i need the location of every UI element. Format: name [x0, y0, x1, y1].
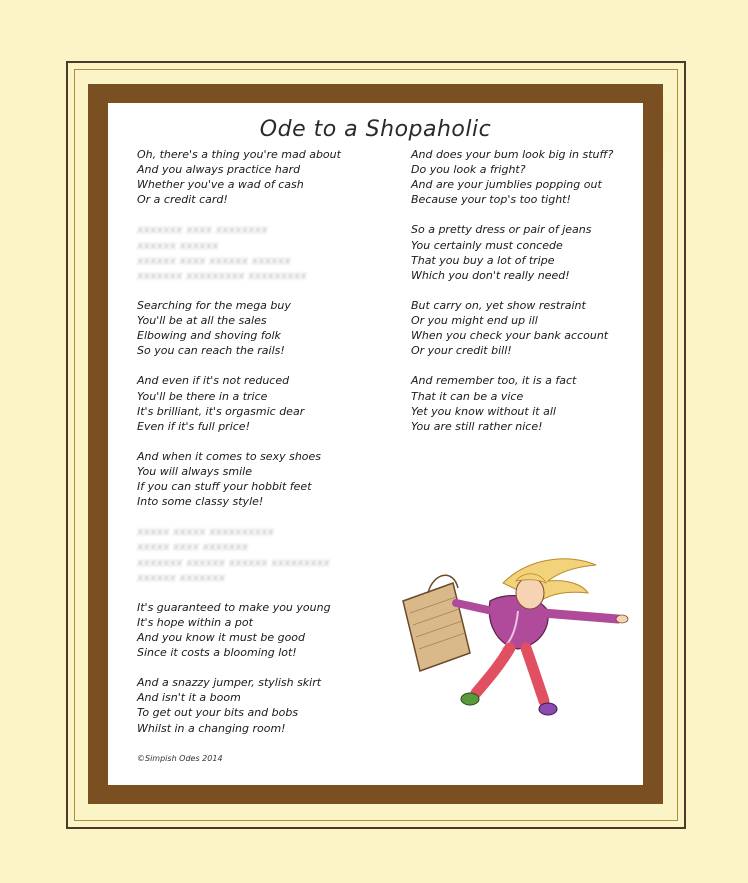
poem-line: When you check your bank account: [411, 329, 609, 343]
poem-line: xxxxx xxxx xxxxxxx: [137, 540, 249, 554]
poem-line: xxxxx xxxxx xxxxxxxxxx: [137, 525, 275, 539]
poem-line: So you can reach the rails!: [137, 344, 285, 358]
poem-paper: [108, 103, 643, 785]
poem-line: Which you don't really need!: [411, 268, 570, 282]
poem-line: xxxxxx xxxxxx: [137, 238, 219, 252]
poem-line: Searching for the mega buy: [137, 298, 291, 312]
blurred-stanza: [137, 524, 377, 584]
poem-line: Since it costs a blooming lot!: [137, 646, 297, 660]
poem-line: That it can be a vice: [411, 389, 524, 403]
poem-line: xxxxxx xxxxxxx: [137, 570, 226, 584]
poem-stanza: [411, 222, 636, 282]
poem-stanza: [137, 373, 377, 433]
poem-line: That you buy a lot of tripe: [411, 253, 555, 267]
poem-line: It's guaranteed to make you young: [137, 600, 331, 614]
poem-line: And remember too, it is a fact: [411, 374, 577, 388]
poem-line: And are your jumblies popping out: [411, 178, 602, 192]
poem-line: And you always practice hard: [137, 163, 301, 177]
poem-line: And even if it's not reduced: [137, 374, 290, 388]
poem-stanza: [137, 298, 377, 358]
poem-line: And a snazzy jumper, stylish skirt: [137, 676, 322, 690]
poem-line: You certainly must concede: [411, 238, 563, 252]
poem-line: And does your bum look big in stuff?: [411, 148, 614, 161]
poem-line: Or you might end up ill: [411, 314, 538, 328]
shopaholic-illustration: [398, 553, 633, 723]
poem-line: Yet you know without it all: [411, 404, 556, 418]
poem-line: Elbowing and shoving folk: [137, 329, 281, 343]
poem-line: And when it comes to sexy shoes: [137, 449, 322, 463]
poem-line: Whilst in a changing room!: [137, 721, 286, 735]
poem-line: But carry on, yet show restraint: [411, 298, 586, 312]
poem-left-column: [137, 147, 377, 751]
poem-line: You'll be at all the sales: [137, 314, 267, 328]
poem-line: It's brilliant, it's orgasmic dear: [137, 404, 305, 418]
poem-right-column: [411, 147, 636, 449]
poem-line: Into some classy style!: [137, 495, 264, 509]
poem-line: Even if it's full price!: [137, 419, 250, 433]
copyright-notice: ©Simpish Odes 2014: [137, 754, 223, 763]
poem-line: Oh, there's a thing you're mad about: [137, 148, 341, 161]
poem-line: Because your top's too tight!: [411, 193, 571, 207]
poem-line: So a pretty dress or pair of jeans: [411, 223, 592, 237]
blurred-stanza: [137, 222, 377, 282]
poem-stanza: [411, 298, 636, 358]
poem-stanza: [411, 373, 636, 433]
poem-line: Whether you've a wad of cash: [137, 178, 304, 192]
poem-stanza: [411, 147, 636, 207]
poem-line: Or a credit card!: [137, 193, 228, 207]
poem-line: It's hope within a pot: [137, 615, 253, 629]
poem-line: And isn't it a boom: [137, 691, 241, 705]
poem-line: xxxxxxx xxxxxxxxx xxxxxxxxx: [137, 268, 307, 282]
poem-line: To get out your bits and bobs: [137, 706, 299, 720]
poem-stanza: [137, 675, 377, 735]
poem-line: If you can stuff your hobbit feet: [137, 480, 312, 494]
poem-line: You will always smile: [137, 464, 252, 478]
poem-stanza: [137, 600, 377, 660]
poem-line: xxxxxxx xxxxxx xxxxxx xxxxxxxxx: [137, 555, 330, 569]
poem-line: Do you look a fright?: [411, 163, 526, 177]
poem-title: Ode to a Shopaholic: [259, 117, 492, 142]
poem-line: xxxxxx xxxx xxxxxx xxxxxx: [137, 253, 291, 267]
poem-line: You'll be there in a trice: [137, 389, 268, 403]
poem-line: You are still rather nice!: [411, 419, 543, 433]
poem-stanza: [137, 449, 377, 509]
poem-line: Or your credit bill!: [411, 344, 512, 358]
poem-line: xxxxxxx xxxx xxxxxxxx: [137, 223, 268, 237]
poem-stanza: [137, 147, 377, 207]
poem-line: And you know it must be good: [137, 631, 306, 644]
